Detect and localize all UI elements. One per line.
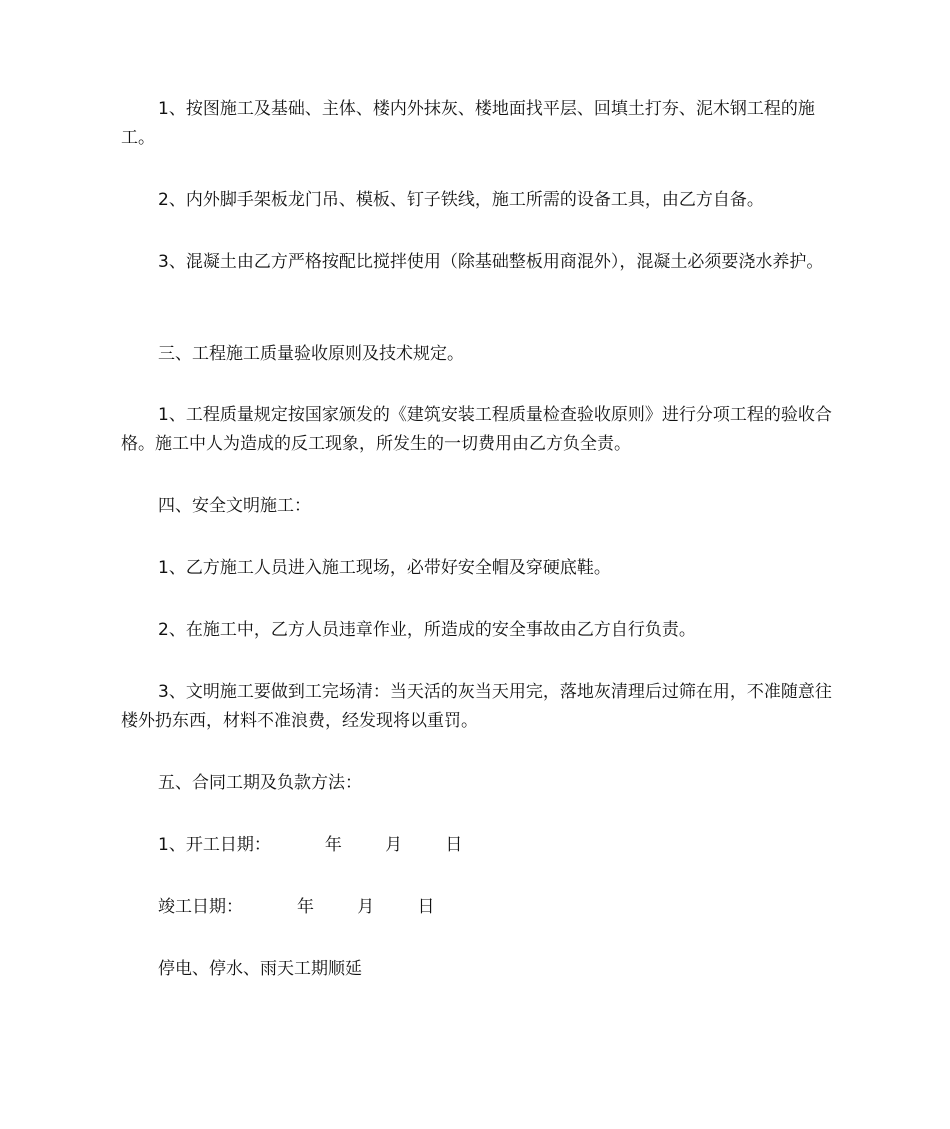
paragraph-safety-2: 2、在施工中，乙方人员违章作业，所造成的安全事故由乙方自行负责。 bbox=[158, 620, 696, 640]
paragraph-quality-1: 1、工程质量规定按国家颁发的《建筑安装工程质量检查验收原则》进行分项工程的验收合格。施工中人为造成的反工现象，所发生的一切费用由乙方负全责。 bbox=[121, 405, 832, 454]
paragraph-safety-3: 3、文明施工要做到工完场清：当天活的灰当天用完，落地灰清理后过筛在用，不准随意往楼外扔东西，材料不准浪费，经发现将以重罚。 bbox=[121, 682, 832, 731]
start-date-line: 1、开工日期： 年 月 日 bbox=[158, 835, 463, 855]
paragraph-scope-3: 3、混凝土由乙方严格按配比搅拌使用（除基础整板用商混外），混凝土必须要浇水养护。 bbox=[158, 252, 824, 272]
completion-date-line: 竣工日期： 年 月 日 bbox=[158, 897, 435, 917]
section-heading-quality: 三、工程施工质量验收原则及技术规定。 bbox=[158, 344, 464, 364]
paragraph-safety-1: 1、乙方施工人员进入施工现场，必带好安全帽及穿硬底鞋。 bbox=[158, 558, 611, 578]
section-heading-safety: 四、安全文明施工： bbox=[158, 496, 311, 516]
delay-note-line: 停电、停水、雨天工期顺延 bbox=[158, 959, 362, 979]
paragraph-scope-1: 1、按图施工及基础、主体、楼内外抹灰、楼地面找平层、回填土打夯、泥木钢工程的施工。 bbox=[121, 99, 815, 148]
section-heading-schedule: 五、合同工期及负款方法： bbox=[158, 773, 362, 793]
paragraph-scope-2: 2、内外脚手架板龙门吊、模板、钉子铁线，施工所需的设备工具，由乙方自备。 bbox=[158, 190, 764, 210]
